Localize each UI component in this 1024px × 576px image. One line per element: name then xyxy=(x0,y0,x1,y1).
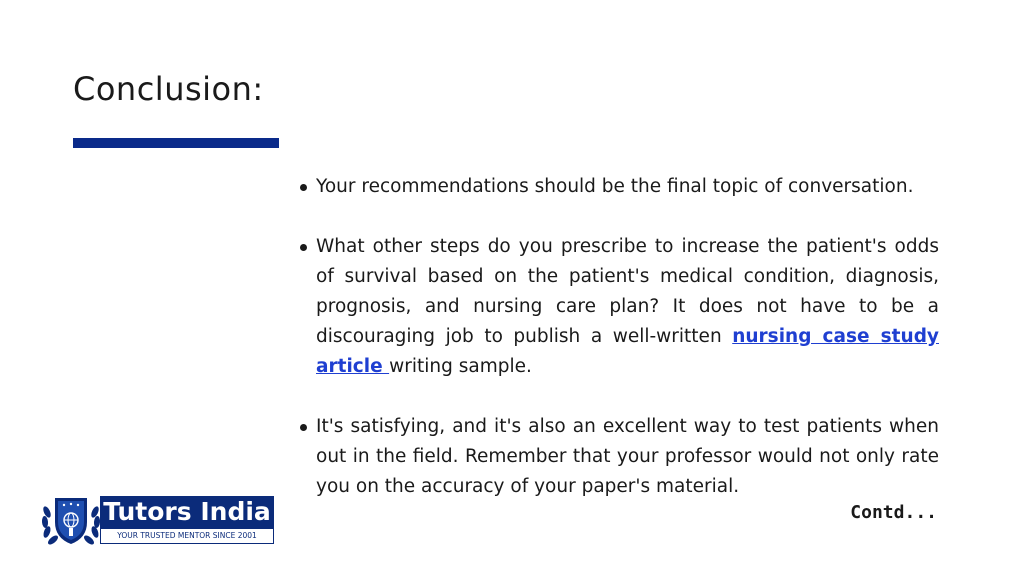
laurel-shield-emblem-icon xyxy=(38,492,104,548)
bullet-item xyxy=(300,232,939,382)
bullet-item xyxy=(300,412,939,502)
tutors-india-logo xyxy=(38,492,278,548)
logo-tagline: YOUR TRUSTED MENTOR SINCE 2001 xyxy=(100,528,274,544)
bullet-text: What other steps do you prescribe to increase the patient's odds of survival based on the patient's medical condition, diagnosis, prognosis, and nursing care plan? It does not have to be a discouraging job to publish a well-written xyxy=(316,236,939,347)
bullet-text: Your recommendations should be the final topic of conversation. xyxy=(316,176,914,197)
continued-label: Contd... xyxy=(850,502,937,523)
nursing-case-study-link[interactable]: nursing case study article xyxy=(316,326,939,377)
title-underline-bar xyxy=(73,138,279,148)
bullet-text: It's satisfying, and it's also an excellent way to test patients when out in the field. Remember that your professor would not only rate you on the accuracy of your paper's material. xyxy=(316,416,939,497)
bullet-text: writing sample. xyxy=(389,356,532,377)
bullet-dot-icon xyxy=(300,244,307,251)
bullet-dot-icon xyxy=(300,184,307,191)
bullet-list xyxy=(300,172,939,502)
slide-title: Conclusion: xyxy=(73,70,264,108)
bullet-item xyxy=(300,172,939,202)
logo-name: Tutors India xyxy=(103,497,271,526)
logo-banner xyxy=(100,496,274,544)
bullet-dot-icon xyxy=(300,424,307,431)
